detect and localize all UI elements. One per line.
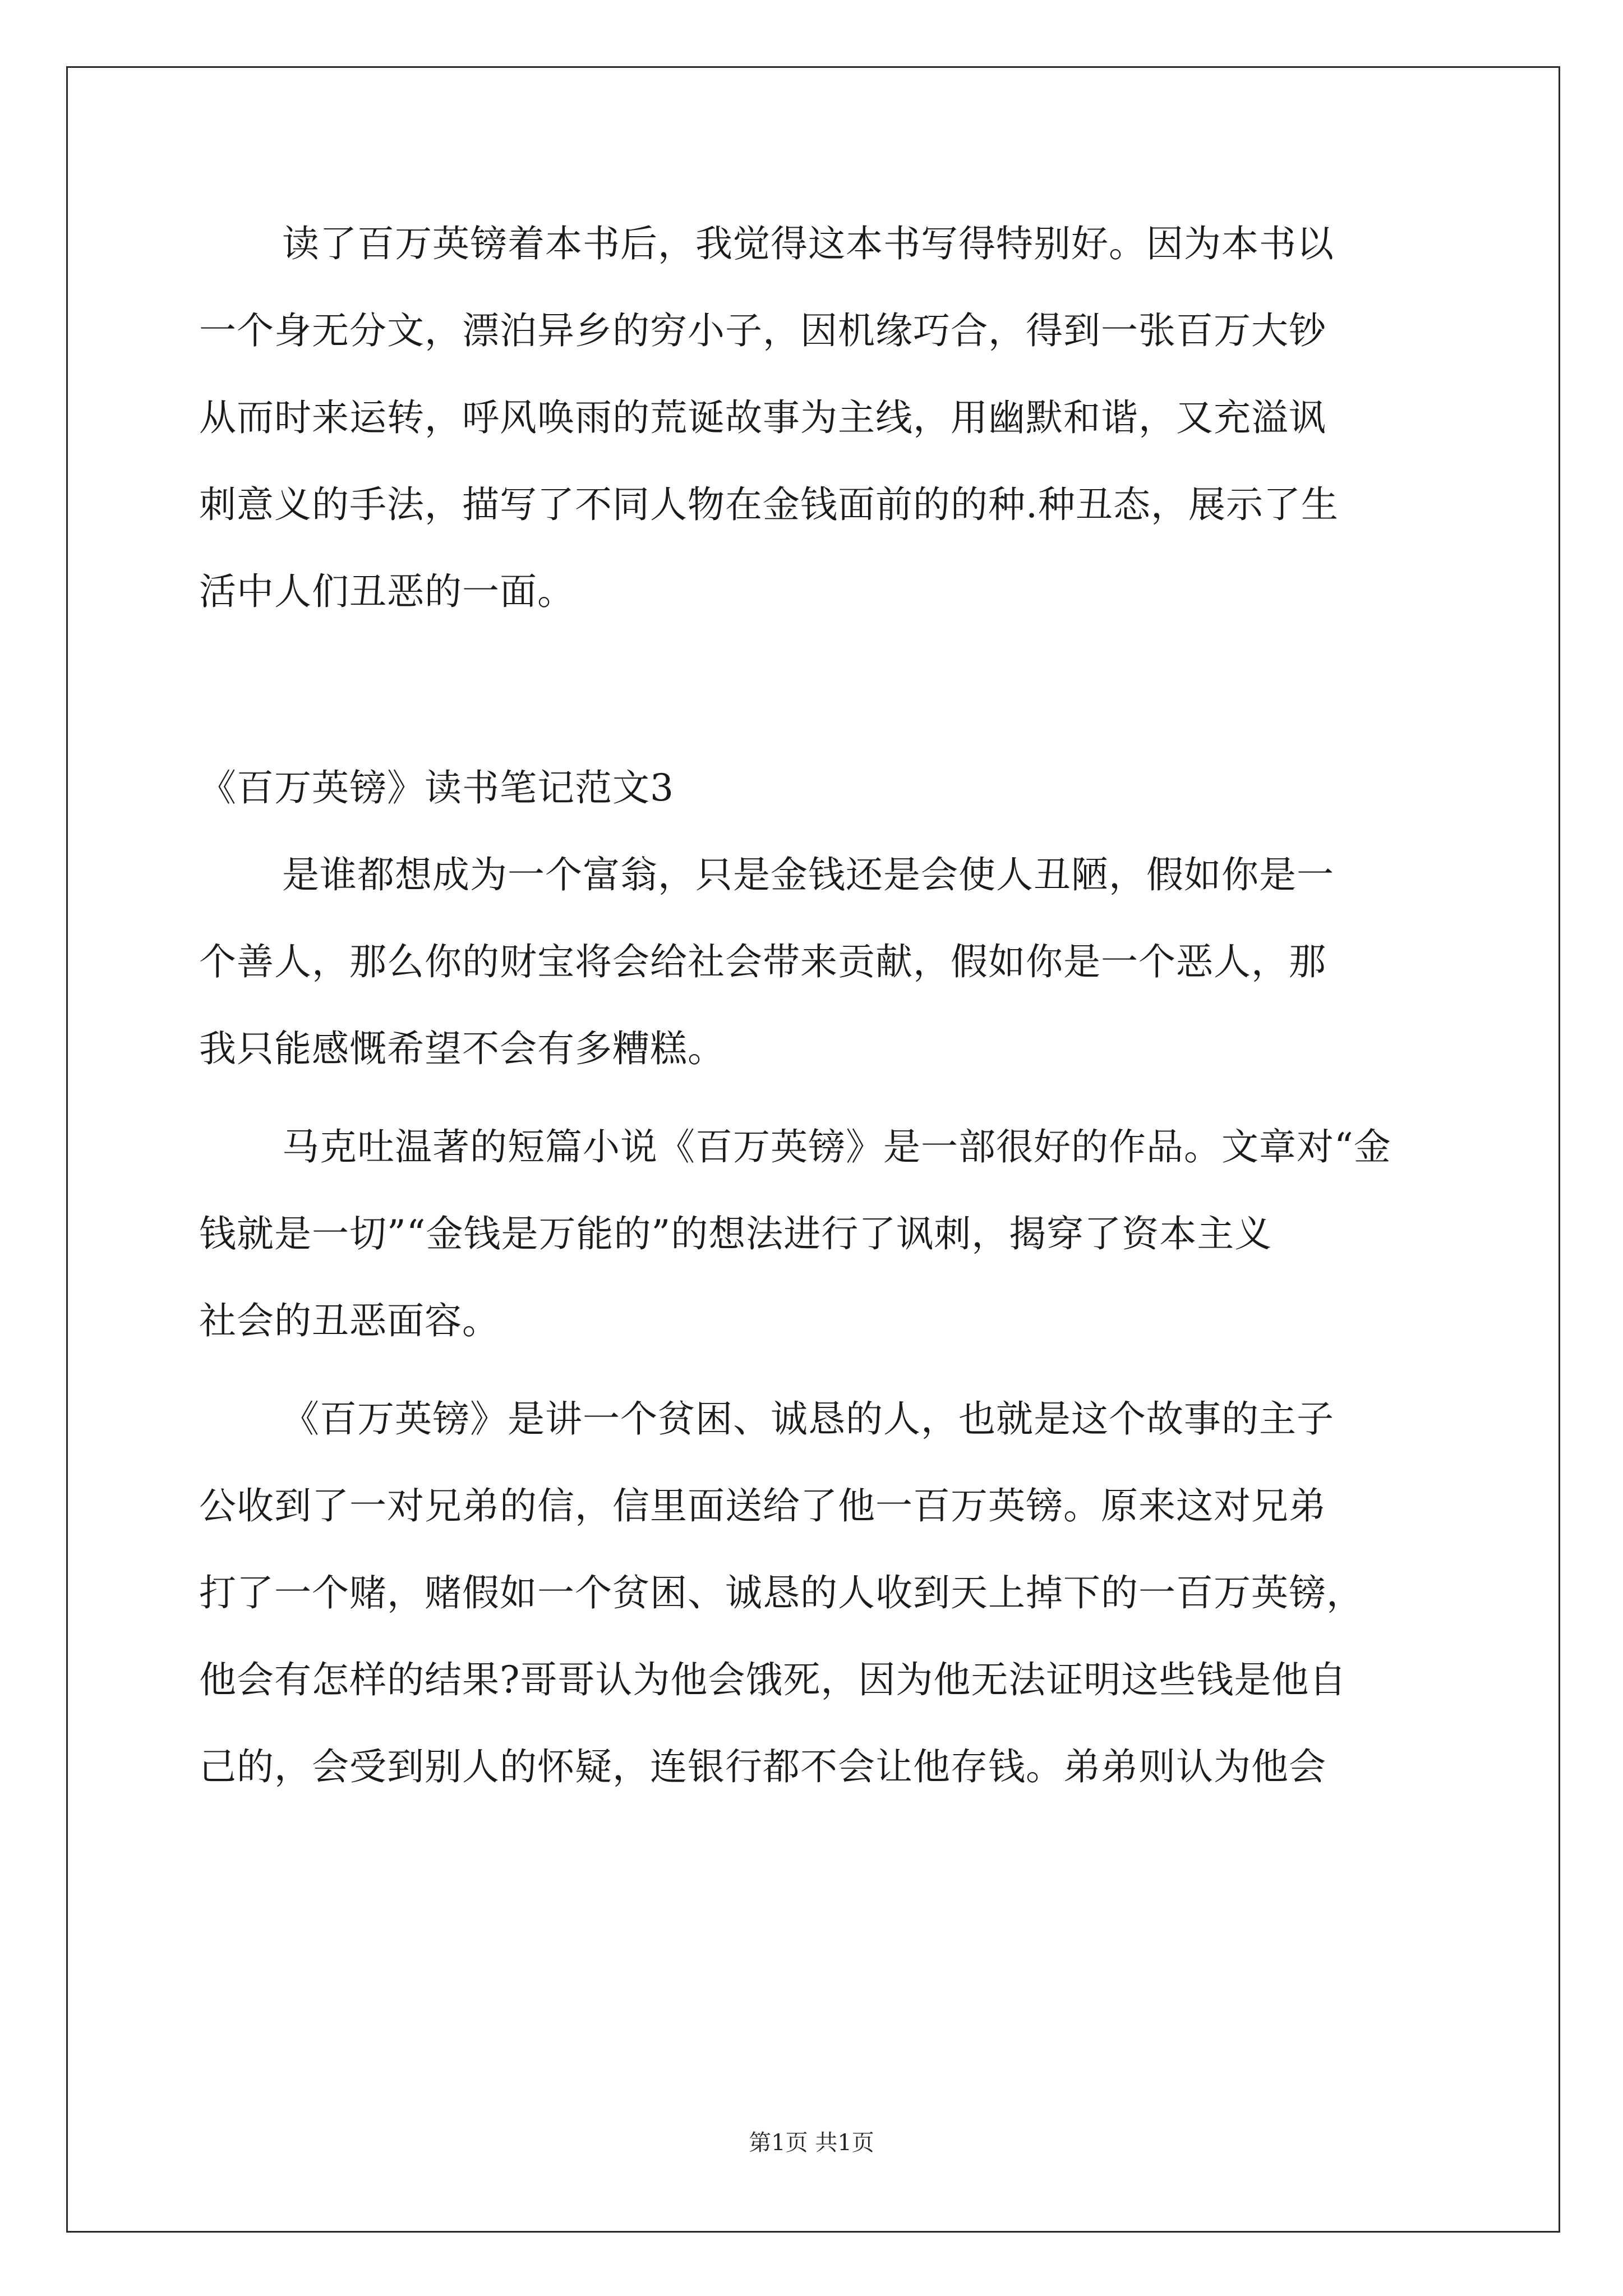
paragraph-4-line-3: 打了一个赌，赌假如一个贫困、诚恳的人收到天上掉下的一百万英镑， xyxy=(199,1571,1364,1614)
paragraph-2-line-2: 个善人，那么你的财宝将会给社会带来贡献，假如你是一个恶人，那 xyxy=(199,940,1326,983)
paragraph-1-line-5: 活中人们丑恶的一面。 xyxy=(199,570,575,613)
paragraph-1-line-4: 刺意义的手法，描写了不同人物在金钱面前的的种.种丑态，展示了生 xyxy=(199,483,1339,526)
paragraph-1-line-2: 一个身无分文，漂泊异乡的穷小子，因机缘巧合，得到一张百万大钞 xyxy=(199,309,1326,352)
paragraph-3-line-1: 马克吐温著的短篇小说《百万英镑》是一部很好的作品。文章对“金 xyxy=(282,1125,1391,1168)
paragraph-3-line-3: 社会的丑恶面容。 xyxy=(199,1299,500,1342)
section-heading: 《百万英镑》读书笔记范文3 xyxy=(199,766,674,809)
paragraph-2-line-3: 我只能感慨希望不会有多糟糕。 xyxy=(199,1027,725,1070)
page-number: 第1页 共1页 xyxy=(749,2130,874,2156)
paragraph-3-line-2: 钱就是一切”“金钱是万能的”的想法进行了讽刺，揭穿了资本主义 xyxy=(199,1212,1272,1255)
paragraph-4-line-5: 己的，会受到别人的怀疑，连银行都不会让他存钱。弟弟则认为他会 xyxy=(199,1745,1326,1788)
paragraph-1-line-3: 从而时来运转，呼风唤雨的荒诞故事为主线，用幽默和谐，又充溢讽 xyxy=(199,396,1326,439)
paragraph-1-line-1: 读了百万英镑着本书后，我觉得这本书写得特别好。因为本书以 xyxy=(282,222,1334,265)
paragraph-4-line-1: 《百万英镑》是讲一个贫困、诚恳的人，也就是这个故事的主子 xyxy=(282,1397,1334,1441)
paragraph-4-line-2: 公收到了一对兄弟的信，信里面送给了他一百万英镑。原来这对兄弟 xyxy=(199,1484,1326,1527)
paragraph-2-line-1: 是谁都想成为一个富翁，只是金钱还是会使人丑陋，假如你是一 xyxy=(282,853,1334,896)
paragraph-4-line-4: 他会有怎样的结果?哥哥认为他会饿死，因为他无法证明这些钱是他自 xyxy=(199,1658,1347,1701)
